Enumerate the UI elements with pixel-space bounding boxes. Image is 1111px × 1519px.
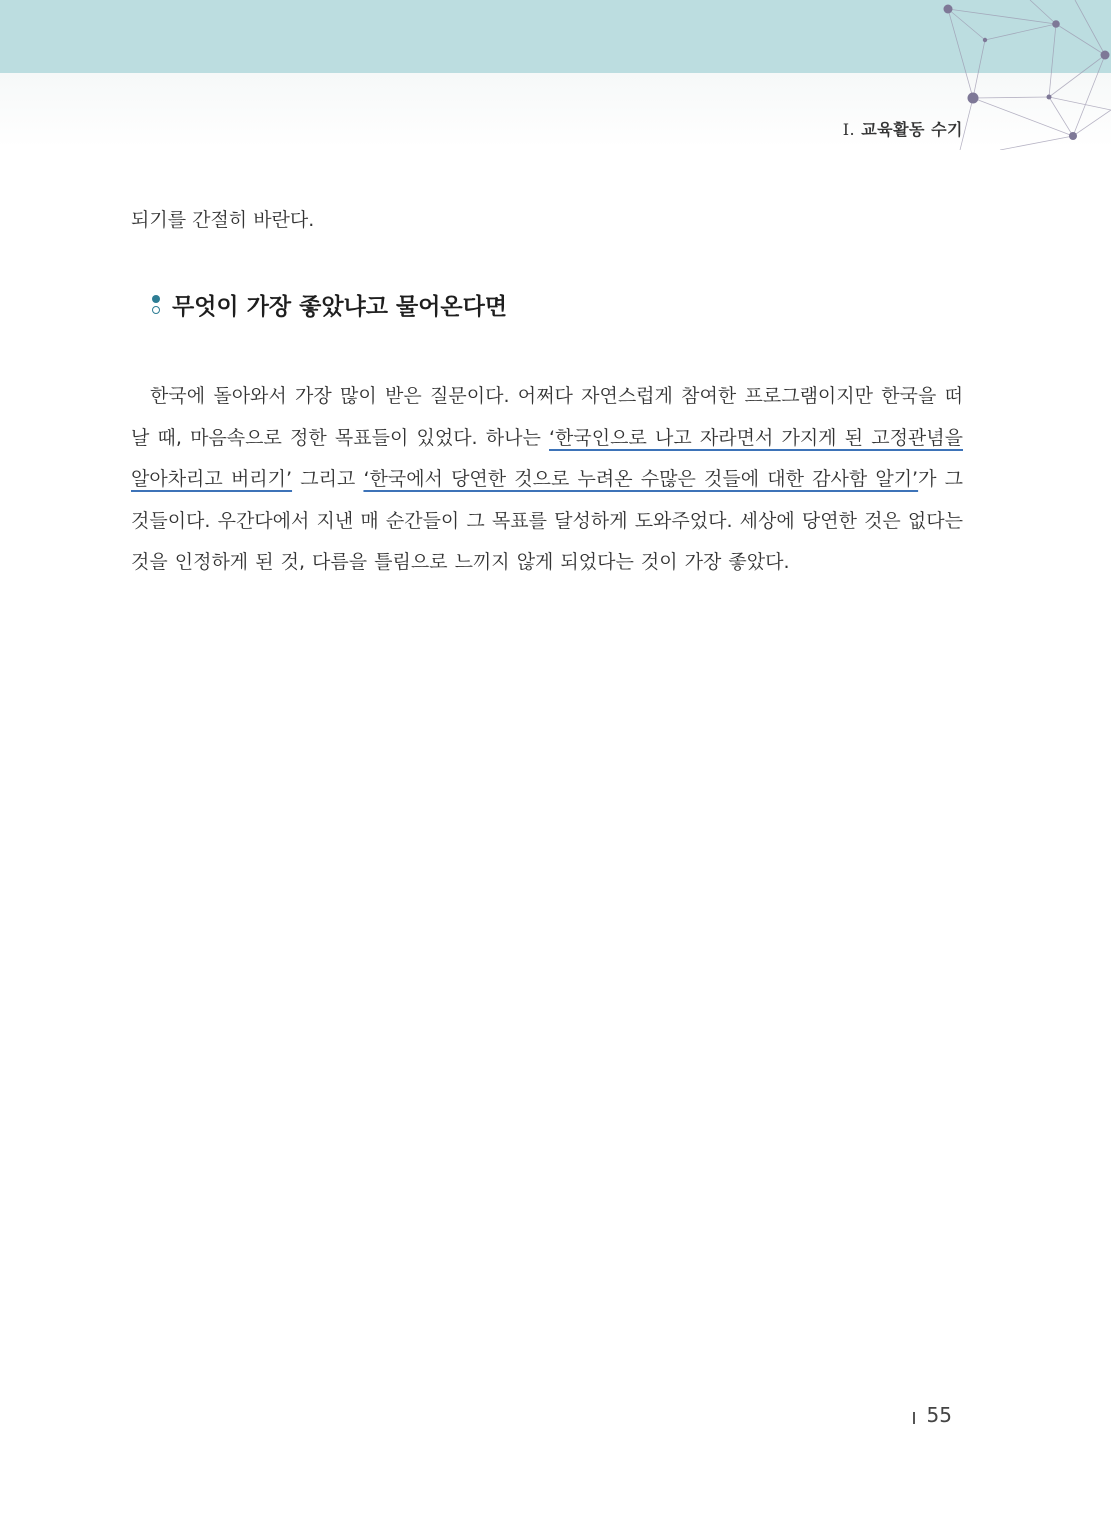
chapter-title: 교육활동 수기 — [861, 120, 963, 139]
heading-bullet-icon — [150, 294, 162, 316]
intro-text-line: 되기를 간절히 바란다. — [131, 209, 315, 231]
paragraph-text-2: 그리고 — [292, 468, 364, 490]
page-number-divider — [913, 1412, 915, 1424]
section-heading-text: 무엇이 가장 좋았냐고 물어온다면 — [172, 293, 508, 320]
page-number-text: 55 — [926, 1403, 952, 1427]
underlined-quote-2: ‘한국에서 당연한 것으로 누려온 수많은 것들에 대한 감사함 알기’ — [363, 468, 919, 490]
section-heading — [150, 288, 507, 321]
underlined-quote-1: ‘한국인으로 나고 자라면서 가지게 된 고정관념을 알아차리고 버리기’ — [131, 426, 963, 490]
page-number — [913, 1403, 952, 1427]
paragraph-text-3: 가 그것들이다. 우간다에서 지낸 매 순간들이 그 목표를 달성하게 도와주었다. 세상에 당연한 것은 없다는 것을 인정하게 된 것, 다름을 틀림으로 느끼지 않게 되었다는 것이 가장 좋았다. — [131, 468, 963, 573]
paragraph-text-1: 한국에 돌아와서 가장 많이 받은 질문이다. 어쩌다 자연스럽게 참여한 프로그램이지만 한국을 떠날 때, 마음속으로 정한 목표들이 있었다. 하나는 — [131, 385, 963, 449]
chapter-numeral: I. — [842, 120, 856, 139]
running-header — [843, 117, 963, 140]
body-paragraph — [131, 376, 963, 584]
